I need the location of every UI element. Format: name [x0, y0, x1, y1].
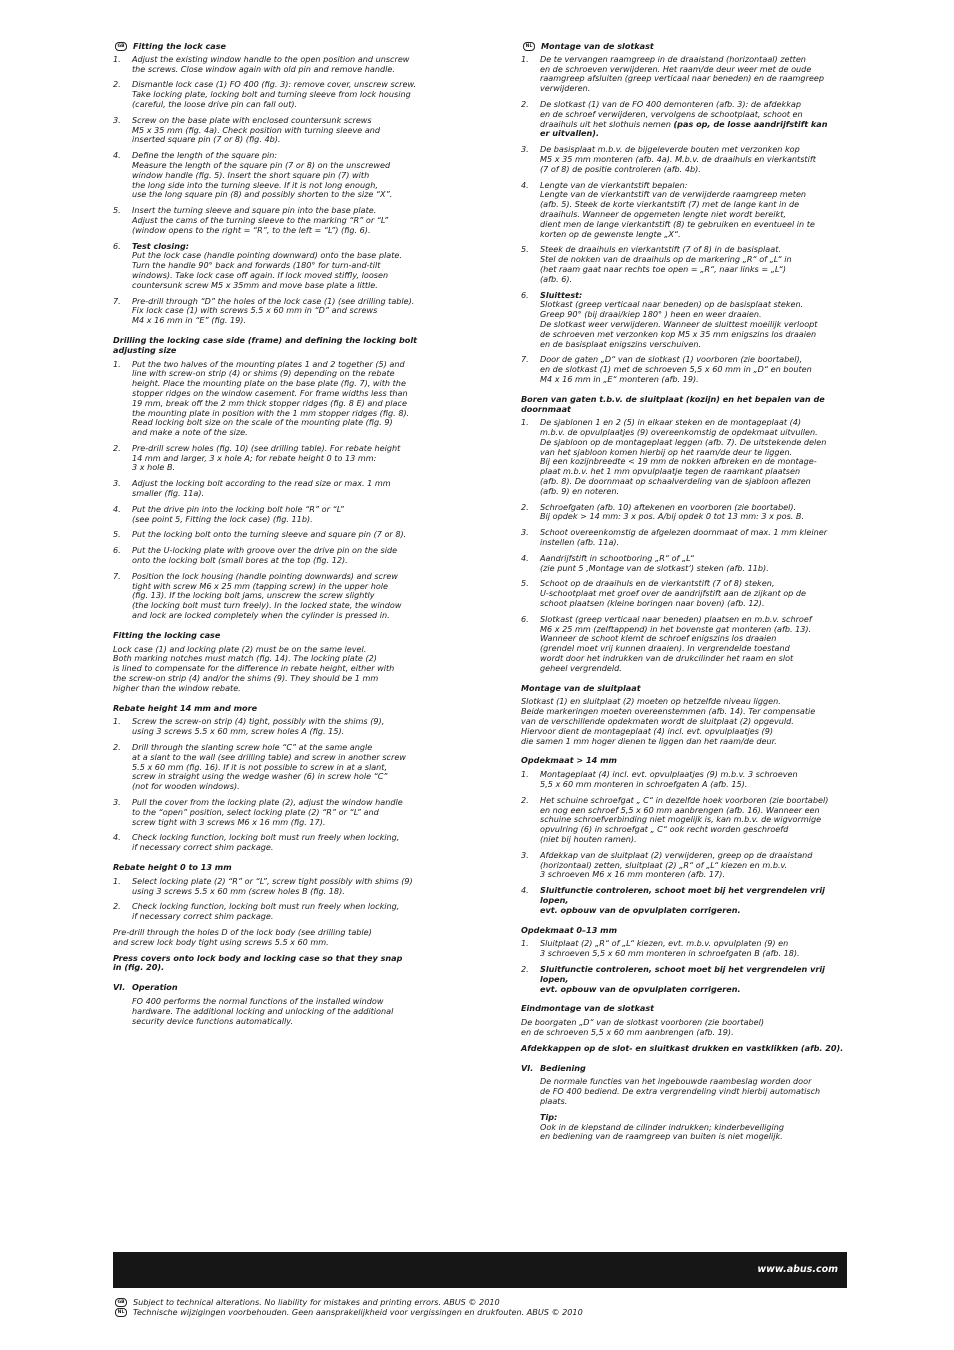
gb-flag-icon: GB: [115, 1298, 127, 1307]
steps-list: [521, 770, 847, 915]
list-item: [521, 503, 847, 523]
list-item: [521, 886, 847, 915]
disclaimer-text: Technische wijzigingen voorbehouden. Geen aansprakelijkheid voor vergissingen en drukfouten. ABUS © 2010: [133, 1307, 583, 1317]
step-text-bold: (pas op, de losse aandrijfstift kan er uitvallen).: [540, 118, 828, 139]
list-item: [113, 360, 433, 438]
step-text: Insert the turning sleeve and square pin into the base plate. Adjust the cams of the turning sleeve to the marking “R” or “L” (window opens to the right = “R”, to the left = “L”) (fig. 6).: [132, 205, 389, 235]
step-number: 2.: [113, 742, 121, 753]
section-heading: Fitting the locking case: [113, 629, 221, 640]
step-text: De te vervangen raamgreep in de draaistand (horizontaal) zetten en de schroeven verwijderen. Het raam/de deur weer met de oude raamgreep afsluiten (greep verticaal naar beneden) en de raamgreep verwijderen.: [540, 53, 824, 94]
section-heading: Opdekmaat > 14 mm: [521, 755, 617, 766]
list-item: [521, 245, 847, 284]
section-heading: Eindmontage van de slotkast: [521, 1003, 655, 1014]
list-item: [521, 355, 847, 384]
list-item: [521, 418, 847, 496]
nl-flag-icon: NL: [115, 1308, 127, 1317]
step-text: Sluitfunctie controleren, schoot moet bij het vergrendelen vrij lopen, evt. opbouw van de opvulplaten corrigeren.: [540, 963, 825, 994]
step-text: Screw on the base plate with enclosed countersunk screws M5 x 35 mm (fig. 4a). Check position with turning sleeve and inserted square pin (7 or 8) (fig. 4b).: [132, 114, 381, 145]
step-text: Position the lock housing (handle pointing downwards) and screw tight with screw M6 x 25 mm (tapping screw) in the upper hole (fig. 13). If the locking bolt jams, unscrew the screw slightly (the locking bolt must turn freely). In the locked state, the window and lock are locked completely when the cylinder is pressed in.: [132, 570, 402, 621]
list-item: [521, 291, 847, 350]
section-number: VI.: [113, 982, 126, 993]
list-item: [113, 206, 433, 235]
step-number: 5.: [113, 205, 121, 216]
steps-list: [113, 717, 433, 853]
step-text: Put the lock case (handle pointing downward) onto the base plate. Turn the handle 90° back and forwards (180° for turn-and-tilt windows). Take lock case off again. If lock moved stiffly, loosen countersunk screw M5 x 35mm and move base plate a little.: [132, 250, 402, 290]
section-heading: [113, 983, 433, 993]
list-item: [521, 528, 847, 548]
step-text: Put the U-locking plate with groove over the drive pin on the side onto the locking bolt (small bores at the top (fig. 12).: [132, 545, 398, 566]
section-heading-text: Operation: [132, 982, 178, 993]
section-heading-text: Bediening: [540, 1062, 586, 1073]
step-text: De slotkast (1) van de FO 400 demonteren (afb. 3): de afdekkap en de schroef verwijderen, vervolgens de schootplaat, schoot en draaihuls uit het slothuis nemen: [540, 98, 803, 129]
step-text: Steek de draaihuls en vierkantstift (7 of 8) in de basisplaat. Stel de nokken van de draaihuls op de markering „R“ of „L“ in (het raam gaat naar rechts toe open = „R“, naar links = „L“) (afb. 6).: [540, 244, 792, 284]
paragraph: Ook in de kiepstand de cilinder indrukken; kinderbeveiliging en bediening van de raamgreep van buiten is niet mogelijk.: [540, 1121, 785, 1142]
step-text: Slotkast (greep verticaal naar beneden) op de basisplaat steken. Greep 90° (bij draai/kiep 180° ) heen en weer draaien. De slotkast weer verwijderen. Wanneer de sluittest moeilijk verloopt de schroeven met verzonken kop M5 x 35 mm enigszins los draaien en de basisplaat enigszins verschuiven.: [540, 299, 818, 349]
step-text: Put the locking bolt onto the turning sleeve and square pin (7 or 8).: [132, 529, 407, 540]
list-item: [521, 965, 847, 994]
step-number: 5.: [521, 244, 529, 255]
section-heading: Montage van de sluitplaat: [521, 682, 641, 693]
step-number: 4.: [113, 150, 121, 161]
section-heading: Boren van gaten t.b.v. de sluitplaat (kozijn) en het bepalen van de doornmaat: [521, 393, 825, 414]
list-item: [521, 181, 847, 240]
step-text: Lengte van de vierkantstift bepalen: Lengte van de vierkantstift van de verwijderde raamgreep meten (afb. 5). Steek de korte vierkantstift (7) met de lange kant in de draaihuls. Wanneer de opgemeten lengte niet wordt bereikt, dient men de lange vierkantstift (8) te gebruiken en eventueel in te korten op de gewenste lengte „X“.: [540, 179, 815, 239]
section-heading: Opdekmaat 0–13 mm: [521, 924, 618, 935]
section-title: Fitting the lock case: [133, 41, 227, 51]
list-item: [113, 530, 433, 540]
step-number: 1.: [521, 53, 529, 64]
step-text: Put the drive pin into the locking bolt hole “R” or “L” (see point 5, Fitting the lock case) (fig. 11b).: [132, 503, 344, 524]
step-text: Afdekkap van de sluitplaat (2) verwijderen, greep op de draaistand (horizontaal) zetten, sluitplaat (2) „R“ of „L“ kiezen en m.b.v. 3 schroeven M6 x 16 mm monteren (afb. 17).: [540, 849, 813, 880]
list-item: [521, 100, 847, 139]
step-text: Het schuine schroefgat „ C“ in dezelfde hoek voorboren (zie boortabel) en nog een schroef 5,5 x 60 mm aanbrengen (afb. 16). Wanneer een schuine schroefverbinding niet mogelijk is, kan m.b.v. de wigvormige opvulring (6) in schroefgat „ C“ ook recht worden geschroefd (niet bij houten ramen).: [540, 794, 829, 844]
paragraph: De normale functies van het ingebouwde raambeslag worden door de FO 400 bediend. De extra vergrendeling vindt hierbij automatisch plaats.: [540, 1076, 821, 1106]
step-number: 2.: [521, 963, 529, 974]
list-item: [113, 116, 433, 145]
section-heading: Drilling the locking case side (frame) and defining the locking bolt adjusting size: [113, 334, 417, 355]
step-number: 2.: [113, 901, 121, 912]
list-item: [521, 615, 847, 674]
disclaimer-text: Subject to technical alterations. No liability for mistakes and printing errors. ABUS © 2010: [133, 1297, 500, 1307]
paragraph-bold: Afdekkappen op de slot- en sluitkast drukken en vastklikken (afb. 20).: [521, 1042, 844, 1053]
section-header: [113, 42, 433, 52]
list-item: [521, 770, 847, 790]
step-number: 7.: [113, 570, 121, 581]
paragraph: Pre-drill through the holes D of the lock body (see drilling table) and screw lock body tight using screws 5.5 x 60 mm.: [113, 926, 372, 947]
paragraph: De boorgaten „D“ van de slotkast voorboren (zie boortabel) en de schroeven 5,5 x 60 mm aanbrengen (afb. 19).: [521, 1017, 764, 1037]
section-title: Montage van de slotkast: [541, 41, 654, 51]
step-number: 1.: [113, 53, 121, 64]
step-text: Sluitfunctie controleren, schoot moet bij het vergrendelen vrij lopen, evt. opbouw van de opvulplaten corrigeren.: [540, 885, 825, 915]
list-item: [521, 145, 847, 174]
list-item: [113, 80, 433, 109]
step-text: Schoot overeenkomstig de afgelezen doornmaat of max. 1 mm kleiner instellen (afb. 11a).: [540, 527, 828, 548]
step-number: 2.: [113, 79, 121, 90]
steps-list: [113, 55, 433, 326]
disclaimer-gb: [113, 1297, 500, 1307]
step-text: Door de gaten „D“ van de slotkast (1) voorboren (zie boortabel), en de slotkast (1) met de schroeven 5,5 x 60 mm in „D“ en bouten M4 x 16 mm in „E“ monteren (afb. 19).: [540, 354, 812, 384]
step-text: Put the two halves of the mounting plates 1 and 2 together (5) and line with screw-on strip (4) or shims (9) depending on the rebate height. Place the mounting plate on the base plate (fig. 7), with the stopper ridges on the window casement. For frame widths less than 19 mm, break off the 2 mm thick stopper ridges (fig. 8 E) and place the mounting plate in position with the 1 mm stopper ridges (fig. 8). Read locking bolt size on the scale of the mounting plate (fig. 9) and make a note of the size.: [132, 358, 410, 438]
step-number: 4.: [113, 832, 121, 843]
step-text: De sjablonen 1 en 2 (5) in elkaar steken en de montageplaat (4) m.b.v. de opvulplaatjes (9) overeenkomstig de opdekmaat uitvullen. De sjabloon op de montageplaat leggen (afb. 7). De uitstekende delen van het sjabloon komen hierbij op het raam/de deur te liggen. Bij een kozijnbreedte < 19 mm de nokken afbreken en de montage- plaat m.b.v. het 1 mm opvulplaatje tegen de raamkant plaatsen (afb. 8). De doornmaat op schaalverdeling van de sjabloon aflezen (afb. 9) en noteren.: [540, 417, 827, 496]
list-item: [113, 55, 433, 75]
website-link[interactable]: www.abus.com: [757, 1264, 838, 1275]
list-item: [113, 798, 433, 827]
step-number: 4.: [521, 885, 529, 896]
steps-list: [521, 939, 847, 994]
step-text: Check locking function, locking bolt must run freely when locking, if necessary correct shim package.: [132, 901, 400, 922]
step-number: 2.: [521, 98, 529, 109]
step-number: 4.: [521, 179, 529, 190]
step-text: Screw the screw-on strip (4) tight, possibly with the shims (9), using 3 screws 5.5 x 60 mm, screw holes A (fig. 15).: [132, 716, 385, 737]
step-number: 3.: [521, 849, 529, 860]
list-item: [113, 717, 433, 737]
step-number: 7.: [521, 354, 529, 365]
step-lead: Test closing:: [132, 240, 189, 251]
english-column: [113, 42, 433, 1032]
step-number: 2.: [113, 442, 121, 453]
step-lead: Sluittest:: [540, 289, 583, 300]
list-item: [113, 572, 433, 621]
step-text: Montageplaat (4) incl. evt. opvulplaatjes (9) m.b.v. 3 schroeven 5,5 x 60 mm monteren in schroefgaten A (afb. 15).: [540, 769, 798, 789]
step-number: 1.: [521, 938, 529, 949]
step-text: Slotkast (greep verticaal naar beneden) plaatsen en m.b.v. schroef M6 x 25 mm (zelftappend) in het bovenste gat monteren (afb. 13). Wanneer de schoot klemt de schroef enigszins los draaien (grendel moet vrij kunnen draaien). In vergrendelde toestand wordt door het indrukken van de drukcilinder het raam en slot geheel vergrendeld.: [540, 613, 812, 673]
step-number: 1.: [113, 875, 121, 886]
step-number: 2.: [521, 501, 529, 512]
footer-bar: [113, 1252, 847, 1288]
paragraph-bold: Press covers onto lock body and locking case so that they snap in (fig. 20).: [113, 952, 403, 973]
disclaimer-nl: [113, 1307, 583, 1317]
step-text: Drill through the slanting screw hole “C” at the same angle at a slant to the wall (see drilling table) and screw in another screw 5.5 x 60 mm (fig. 16). If it is not possible to screw in at a slant, screw in straight using the wedge washer (6) in screw hole “C” (not for wooden windows).: [132, 742, 406, 792]
step-number: 3.: [113, 114, 121, 125]
list-item: [521, 796, 847, 845]
section-heading: Rebate height 14 mm and more: [113, 702, 258, 713]
step-number: 1.: [113, 716, 121, 727]
step-number: 6.: [113, 545, 121, 556]
paragraph: Slotkast (1) en sluitplaat (2) moeten op hetzelfde niveau liggen. Beide markeringen moeten overeenstemmen (afb. 14). Ter compensatie van de verschillende opdekmaten wordt de sluitplaat (2) opgevuld. Hiervoor dient de montageplaat (4) incl. evt. opvulplaatjes (9) die samen 1 mm hoger dienen te liggen dan het raam/de deur.: [521, 696, 816, 746]
list-item: [113, 877, 433, 897]
step-number: 2.: [521, 794, 529, 805]
section-heading: Rebate height 0 to 13 mm: [113, 861, 232, 872]
list-item: [521, 579, 847, 608]
list-item: [113, 505, 433, 525]
step-number: 3.: [113, 478, 121, 489]
tip-label: Tip:: [540, 1111, 558, 1122]
dutch-column: [521, 42, 847, 1148]
list-item: [113, 151, 433, 200]
step-number: 6.: [521, 613, 529, 624]
steps-list: [113, 360, 433, 621]
step-text: Aandrijfstift in schootboring „R“ of „L“ (zie punt 5 ,Montage van de slotkast’) steken (afb. 11b).: [540, 552, 769, 573]
list-item: [113, 479, 433, 499]
list-item: [113, 833, 433, 853]
list-item: [521, 939, 847, 959]
list-item: [113, 743, 433, 792]
steps-list: [521, 418, 847, 673]
step-text: Select locking plate (2) “R” or “L”, screw tight possibly with shims (9) using 3 screws 5.5 x 60 mm (screw holes B (fig. 18).: [132, 875, 413, 896]
step-number: 5.: [113, 529, 121, 540]
list-item: [113, 297, 433, 326]
list-item: [521, 55, 847, 94]
section-header: [521, 42, 847, 52]
step-number: 3.: [521, 144, 529, 155]
list-item: [113, 902, 433, 922]
step-number: 4.: [113, 503, 121, 514]
step-text: Adjust the locking bolt according to the read size or max. 1 mm smaller (fig. 11a).: [132, 478, 391, 499]
step-text: Define the length of the square pin: Measure the length of the square pin (7 or 8) on the unscrewed window handle (fig. 5). Insert the short square pin (7) with the long side into the turning sleeve. If it is not long enough, use the long square pin (8) and possibly shorten to the size “X”.: [132, 150, 393, 200]
step-text: Schoot op de draaihuls en de vierkantstift (7 of 8) steken, U-schootplaat met groef over de aandrijfstift aan de zijkant op de schoot plaatsen (kleine boringen naar boven) (afb. 12).: [540, 578, 806, 609]
list-item: [113, 444, 433, 473]
step-text: Check locking function, locking bolt must run freely when locking, if necessary correct shim package.: [132, 832, 400, 853]
paragraph: Lock case (1) and locking plate (2) must be on the same level. Both marking notches must match (fig. 14). The locking plate (2) is lined to compensate for the difference in rebate height, either with the screw-on strip (4) and/or the shims (9). They should be 1 mm higher than the window rebate.: [113, 643, 395, 693]
step-number: 1.: [113, 358, 121, 369]
list-item: [113, 546, 433, 566]
nl-flag-icon: NL: [523, 42, 535, 51]
step-text: Schroefgaten (afb. 10) aftekenen en voorboren (zie boortabel). Bij opdek > 14 mm: 3 x pos. A/bij opdek 0 tot 13 mm: 3 x pos. B.: [540, 501, 805, 522]
section-number: VI.: [521, 1062, 534, 1073]
step-text: Dismantle lock case (1) FO 400 (fig. 3): remove cover, unscrew screw. Take locking plate, locking bolt and turning sleeve from lock housing (careful, the loose drive pin can fall out).: [132, 79, 417, 109]
steps-list: [113, 877, 433, 922]
list-item: [521, 554, 847, 574]
list-item: [113, 242, 433, 291]
step-number: 1.: [521, 417, 529, 428]
step-number: 3.: [521, 527, 529, 538]
step-number: 6.: [113, 240, 121, 251]
step-text: Pre-drill through “D” the holes of the lock case (1) (see drilling table). Fix lock case (1) with screws 5.5 x 60 mm in “D” and screws M4 x 16 mm in “E” (fig. 19).: [132, 295, 415, 326]
step-number: 5.: [521, 578, 529, 589]
list-item: [521, 851, 847, 880]
section-heading: [521, 1064, 847, 1074]
step-number: 1.: [521, 769, 529, 780]
step-text: Adjust the existing window handle to the open position and unscrew the screws. Close window again with old pin and remove handle.: [132, 53, 410, 74]
step-number: 7.: [113, 295, 121, 306]
step-number: 6.: [521, 289, 529, 300]
steps-list: [521, 55, 847, 385]
gb-flag-icon: GB: [115, 42, 127, 51]
step-text: Pre-drill screw holes (fig. 10) (see drilling table). For rebate height 14 mm and larger, 3 x hole A; for rebate height 0 to 13 mm: 3 x hole B.: [132, 442, 401, 473]
paragraph: FO 400 performs the normal functions of the installed window hardware. The additional locking and unlocking of the additional security device functions automatically.: [132, 995, 394, 1026]
step-text: De basisplaat m.b.v. de bijgeleverde bouten met verzonken kop M5 x 35 mm monteren (afb. 4a). M.b.v. de draaihuls en vierkantstift (7 of 8) de positie controleren (afb. 4b).: [540, 144, 816, 174]
step-text: Pull the cover from the locking plate (2), adjust the window handle to the “open” position, select locking plate (2) “R” or “L” and screw tight with 3 screws M6 x 16 mm (fig. 17).: [132, 797, 403, 827]
step-text: Sluitplaat (2) „R“ of „L“ kiezen, evt. m.b.v. opvulplaten (9) en 3 schroeven 5,5 x 60 mm monteren in schroefgaten B (afb. 18).: [540, 938, 800, 959]
step-number: 3.: [113, 797, 121, 807]
step-number: 4.: [521, 552, 529, 563]
